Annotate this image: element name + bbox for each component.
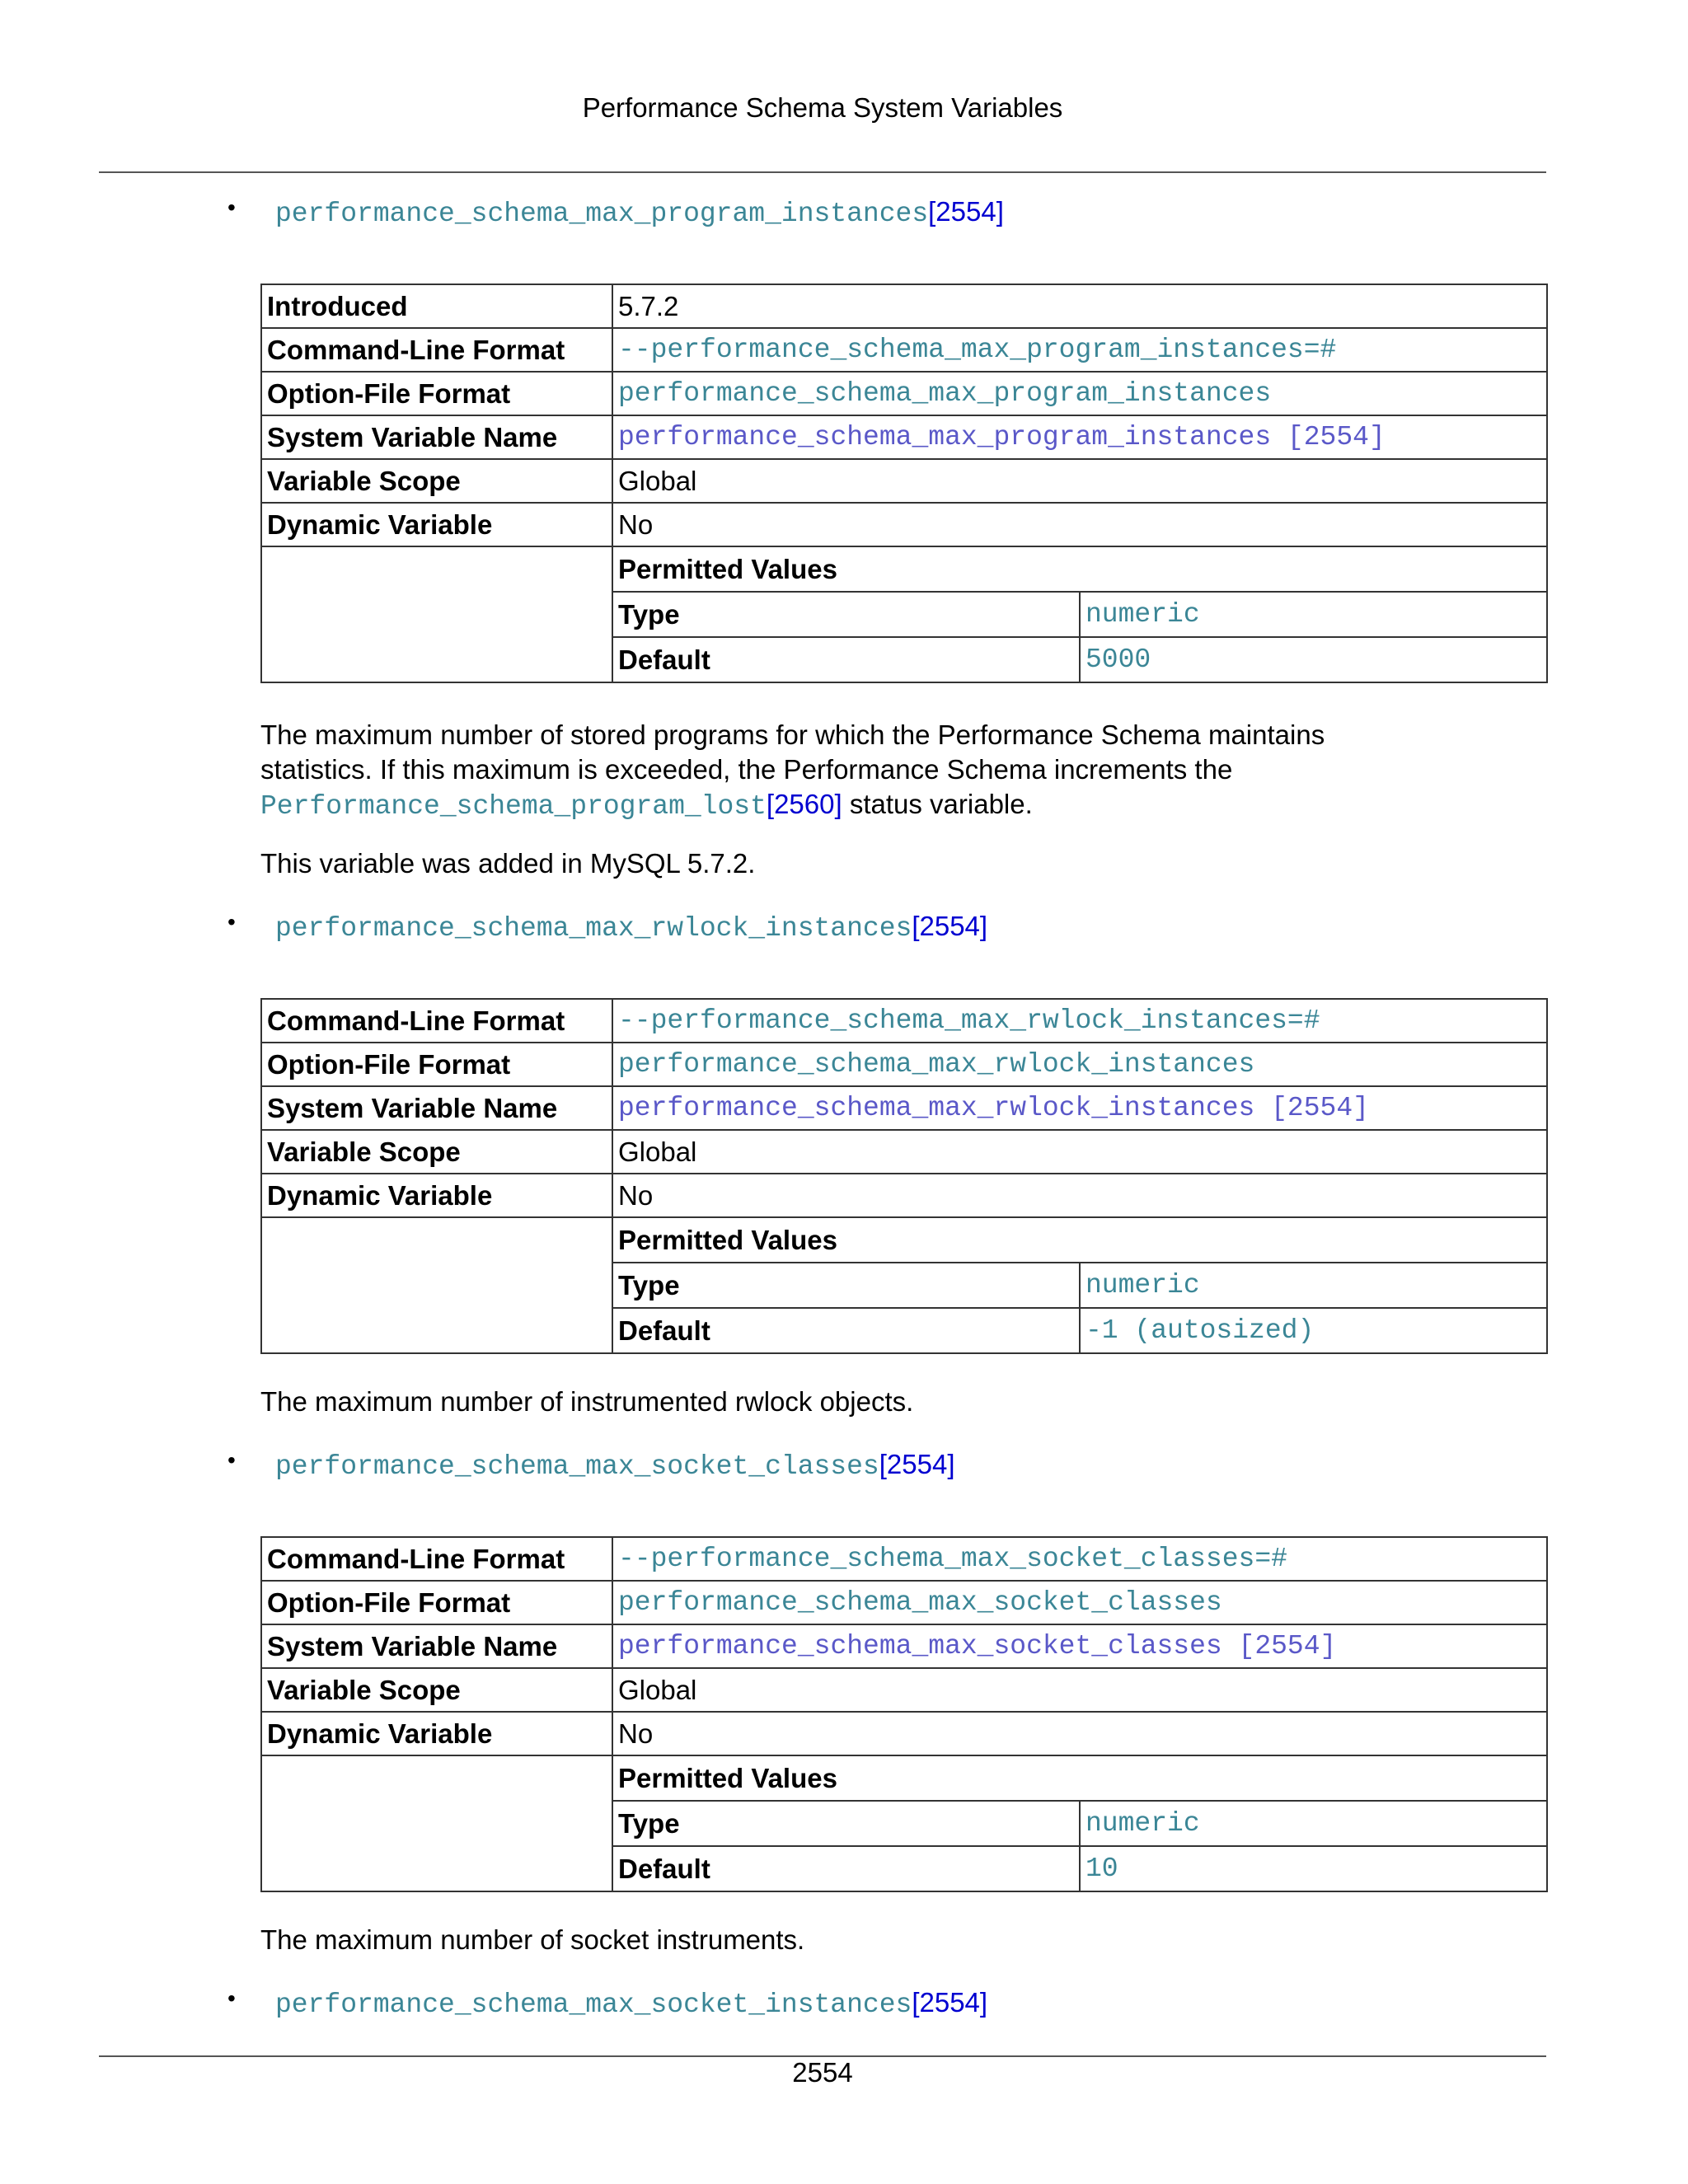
row-label: Option-File Format [261,1043,612,1086]
type-label: Type [613,1263,1080,1308]
table-row [261,1086,1547,1130]
default-label: Default [613,1846,1080,1891]
variable-table [260,1536,1548,1892]
row-label: Variable Scope [261,459,612,503]
row-value: Global [612,1668,1547,1712]
variable-table [260,284,1548,683]
permitted-values-cell [612,1217,1547,1353]
sysvar-link[interactable]: performance_schema_max_socket_classes [2554] [612,1624,1547,1668]
default-value: -1 (autosized) [1080,1308,1546,1352]
page-number: 2554 [792,2057,853,2088]
row-label: Variable Scope [261,1668,612,1712]
description [260,718,1513,824]
variable-link[interactable]: performance_schema_max_program_instances [275,199,929,229]
permitted-values-table [613,547,1546,682]
page-ref-link[interactable]: [2554] [912,911,988,941]
description-tail: status variable. [842,789,1033,819]
table-row [261,372,1547,415]
page-ref-link[interactable]: [2560] [766,789,842,819]
row-label: Dynamic Variable [261,1174,612,1217]
permitted-values-title: Permitted Values [618,1225,837,1255]
table-row [261,1130,1547,1174]
row-value: No [612,1712,1547,1755]
type-label: Type [613,592,1080,637]
bullet: • [227,1447,236,1473]
row-label: System Variable Name [261,1086,612,1130]
permitted-values-row [261,1755,1547,1891]
table-row [261,1668,1547,1712]
page-header: Performance Schema System Variables [582,92,1063,123]
row-label: Dynamic Variable [261,503,612,546]
row-label: System Variable Name [261,1624,612,1668]
row-label: Command-Line Format [261,328,612,372]
header-rule [99,171,1546,173]
row-value: No [612,1174,1547,1217]
row-value: Global [612,459,1547,503]
row-label: Option-File Format [261,372,612,415]
default-label: Default [613,637,1080,682]
added-note: This variable was added in MySQL 5.7.2. [260,848,756,879]
bullet: • [227,194,236,220]
permitted-values-table [613,1756,1546,1891]
table-row [261,415,1547,459]
page-ref-link[interactable]: [2554] [928,196,1004,227]
table-row [261,328,1547,372]
table-row [261,459,1547,503]
row-value: 5.7.2 [612,284,1547,328]
row-value: --performance_schema_max_socket_classes=# [612,1537,1547,1581]
description-line: statistics. If this maximum is exceeded, the Performance Schema increments the [260,754,1233,785]
row-label: Dynamic Variable [261,1712,612,1755]
page-ref-link[interactable]: [2554] [879,1449,955,1479]
table-row [261,1043,1547,1086]
row-value: performance_schema_max_socket_classes [612,1581,1547,1624]
row-label: System Variable Name [261,415,612,459]
type-value: numeric [1080,1801,1546,1846]
page-ref-link[interactable]: [2554] [912,1987,988,2018]
row-label: Variable Scope [261,1130,612,1174]
table-row [261,1581,1547,1624]
empty-cell [261,546,612,682]
table-row [261,1712,1547,1755]
table-row [261,999,1547,1043]
row-value: performance_schema_max_rwlock_instances [612,1043,1547,1086]
permitted-values-cell [612,546,1547,682]
table-row [261,1624,1547,1668]
variable-link[interactable]: performance_schema_max_rwlock_instances [275,913,912,944]
bullet: • [227,909,236,935]
row-label: Command-Line Format [261,999,612,1043]
default-label: Default [613,1308,1080,1352]
variable-link[interactable]: performance_schema_max_socket_classes [275,1451,879,1482]
row-value: Global [612,1130,1547,1174]
description-line [260,787,1513,824]
type-label: Type [613,1801,1080,1846]
row-label: Introduced [261,284,612,328]
description-line: The maximum number of stored programs for which the Performance Schema maintains [260,719,1325,750]
row-value: --performance_schema_max_rwlock_instances=# [612,999,1547,1043]
row-label: Command-Line Format [261,1537,612,1581]
table-row [261,284,1547,328]
row-value: No [612,503,1547,546]
permitted-values-cell [612,1755,1547,1891]
permitted-values-row [261,1217,1547,1353]
sysvar-link[interactable]: performance_schema_max_program_instances [2554] [612,415,1547,459]
table-row [261,503,1547,546]
row-value: performance_schema_max_program_instances [612,372,1547,415]
variable-table [260,998,1548,1354]
default-value: 5000 [1080,637,1546,682]
sysvar-link[interactable]: performance_schema_max_rwlock_instances [2554] [612,1086,1547,1130]
bullet: • [227,1985,236,2011]
description: The maximum number of socket instruments. [260,1924,805,1955]
description: The maximum number of instrumented rwlock objects. [260,1386,914,1417]
empty-cell [261,1755,612,1891]
permitted-values-table [613,1218,1546,1352]
table-row [261,1174,1547,1217]
empty-cell [261,1217,612,1353]
table-row [261,1537,1547,1581]
default-value: 10 [1080,1846,1546,1891]
permitted-values-title: Permitted Values [618,1763,837,1793]
permitted-values-row [261,546,1547,682]
type-value: numeric [1080,1263,1546,1308]
permitted-values-title: Permitted Values [618,554,837,584]
row-label: Option-File Format [261,1581,612,1624]
row-value: --performance_schema_max_program_instances=# [612,328,1547,372]
type-value: numeric [1080,592,1546,637]
variable-link[interactable]: performance_schema_max_socket_instances [275,1990,912,2020]
status-variable-link[interactable]: Performance_schema_program_lost [260,791,767,822]
